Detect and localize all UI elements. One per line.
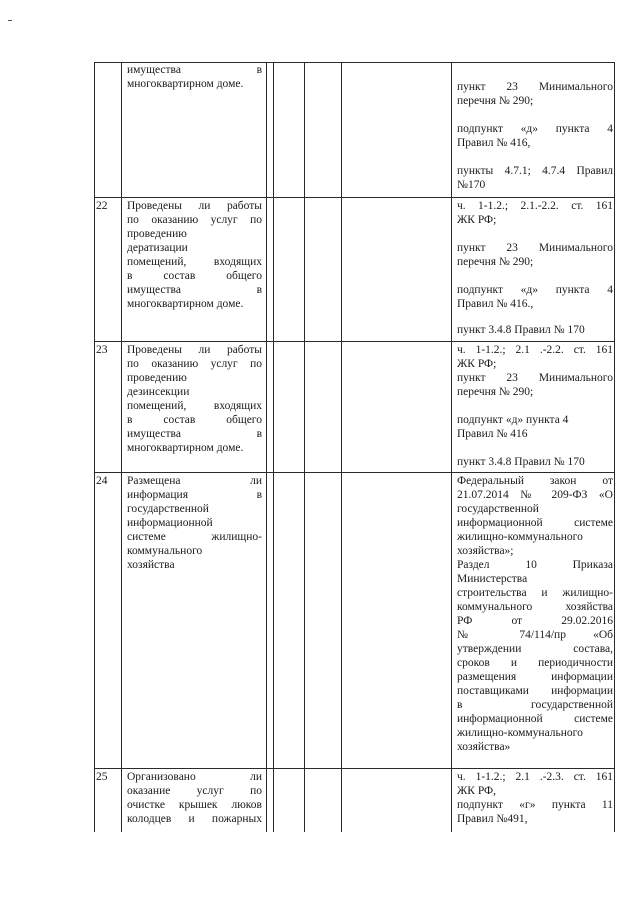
requirement-text: Проведены ли работы по оказанию услуг по проведению дезинсекции помещений, входящих в состав общего имущества в многоквартирном доме. — [127, 344, 262, 454]
legal-reference: ч. 1-1.2.; 2.1 .-2.2. ст. 161 ЖК РФ; пункт 23 Минимального перечня № 290; подпункт «д» пункта 4 Правил № 416 — [457, 344, 613, 440]
row-border — [94, 341, 615, 342]
col-border — [121, 62, 122, 832]
col-border — [266, 62, 267, 832]
requirement-text: Проведены ли работы по оказанию услуг по проведению дератизации помещений, входящих в состав общего имущества в многоквартирном доме. — [127, 200, 262, 310]
legal-reference: пункт 3.4.8 Правил № 170 — [457, 324, 585, 336]
row-border — [94, 768, 615, 769]
row-number: 24 — [96, 475, 108, 487]
col-border — [341, 62, 342, 832]
col-border — [94, 62, 95, 832]
row-number: 23 — [96, 344, 108, 356]
legal-reference: Федеральный закон от 21.07.2014 № 209-ФЗ «О государственной информационной системе жилищно-коммунального хозяйства»; Раздел 10 Приказа Министерства строительства и жилищно- коммунального хозяйства РФ от 29.02.2016 № 74/114/пр «Об утверждении состава, сроков и периодичности размещения информации поставщиками информации в государственной информационной системе жилищно-коммунального хозяйства» — [457, 475, 613, 753]
requirement-text: имущества в многоквартирном доме. — [127, 64, 262, 90]
col-border — [451, 62, 452, 832]
requirement-text: Организовано ли оказание услуг по очистке крышек люков колодцев и пожарных — [127, 771, 262, 825]
scan-mark — [8, 20, 12, 21]
row-number: 22 — [96, 200, 108, 212]
requirement-text: Размещена ли информация в государственной информационной системе жилищно- коммунального хозяйства — [127, 475, 262, 571]
row-border — [94, 472, 615, 473]
legal-reference: пункт 23 Минимального перечня № 290; подпункт «д» пункта 4 Правил № 416, пункты 4.7.1; 4.7.4 Правил №170 — [457, 81, 613, 191]
legal-reference: пункт 3.4.8 Правил № 170 — [457, 456, 585, 468]
legal-reference: ч. 1-1.2.; 2.1 .-2.3. ст. 161 ЖК РФ, подпункт «г» пункта 11 Правил №491, — [457, 771, 613, 825]
col-border — [273, 62, 274, 832]
row-number: 25 — [96, 771, 108, 783]
legal-reference: ч. 1-1.2.; 2.1.-2.2. ст. 161 ЖК РФ; пункт 23 Минимального перечня № 290; подпункт «д» пункта 4 Правил № 416., — [457, 200, 613, 310]
col-border — [304, 62, 305, 832]
row-border — [94, 197, 615, 198]
col-border — [614, 62, 615, 832]
